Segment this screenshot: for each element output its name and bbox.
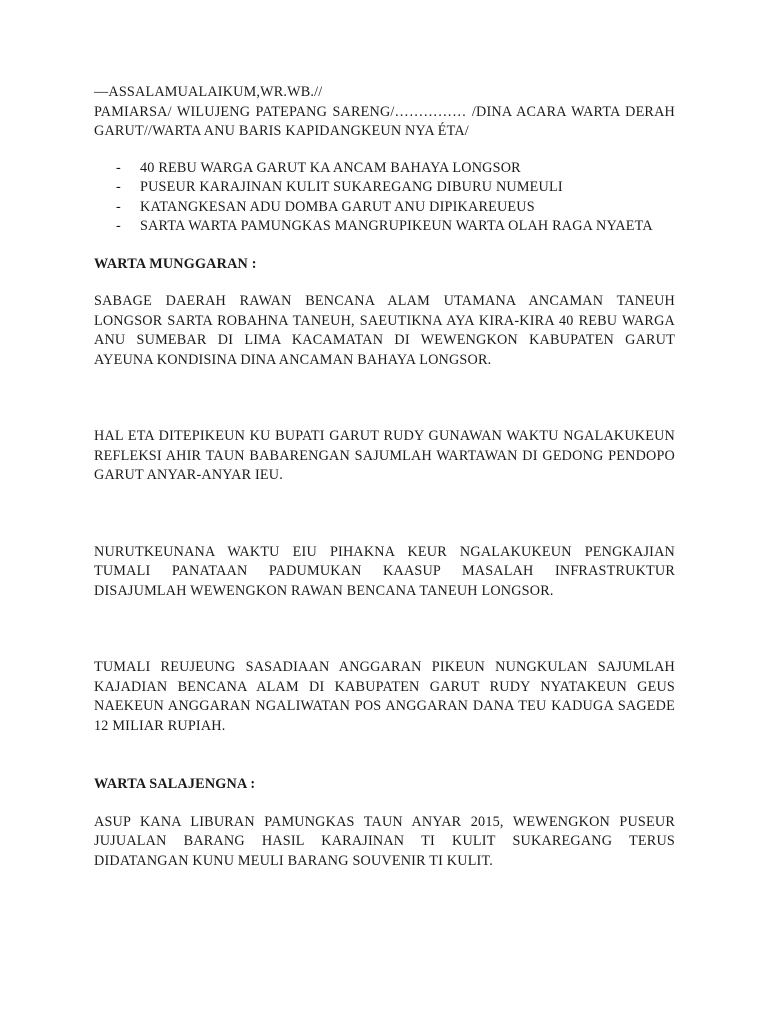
bullet-dash: - [116,218,121,234]
intro-paragraph: PAMIARSA/ WILUJENG PATEPANG SARENG/…………… /DINA ACARA WARTA DERAH GARUT//WARTA ANU BARIS KAPIDANGKEUN NYA ÉTA/ [94,103,675,139]
document-page [94,83,675,871]
section-heading-next-news: WARTA SALAJENGNA : [94,776,256,792]
greeting-line: —ASSALAMUALAIKUM,WR.WB.// [94,84,323,100]
list-item-text: PUSEUR KARAJINAN KULIT SUKAREGANG DIBURU NUMEULI [140,179,563,195]
bullet-dash: - [116,198,121,215]
list-item-text: SARTA WARTA PAMUNGKAS MANGRUPIKEUN WARTA OLAH RAGA NYAETA [140,218,653,234]
bullet-dash: - [116,159,121,176]
list-item-text: 40 REBU WARGA GARUT KA ANCAM BAHAYA LONGSOR [140,159,521,176]
list-item [94,198,675,218]
list-item [94,217,675,237]
body-paragraph: SABAGE DAERAH RAWAN BENCANA ALAM UTAMANA ANCAMAN TANEUH LONGSOR SARTA ROBAHNA TANEUH, SAEUTIKNA AYA KIRA-KIRA 40 REBU WARGA ANU SUMEBAR DI LIMA KACAMATAN DI WEWENGKON KABUPATEN GARUT AYEUNA KONDISINA DINA ANCAMAN BAHAYA LONGSOR. [94,293,675,368]
body-paragraph: ASUP KANA LIBURAN PAMUNGKAS TAUN ANYAR 2015, WEWENGKON PUSEUR JUJUALAN BARANG HASIL KARAJINAN TI KULIT SUKAREGANG TERUS DIDATANGAN KUNU MEULI BARANG SOUVENIR TI KULIT. [94,813,675,869]
body-paragraph: HAL ETA DITEPIKEUN KU BUPATI GARUT RUDY GUNAWAN WAKTU NGALAKUKEUN REFLEKSI AHIR TAUN BABARENGAN SAJUMLAH WARTAWAN DI GEDONG PENDOPO GARUT ANYAR-ANYAR IEU. [94,428,675,483]
body-paragraph: TUMALI REUJEUNG SASADIAAN ANGGARAN PIKEUN NUNGKULAN SAJUMLAH KAJADIAN BENCANA ALAM DI KABUPATEN GARUT RUDY NYATAKEUN GEUS NAEKEUN ANGGARAN NGALIWATAN POS ANGGARAN DANA TEU KADUGA SAGEDE 12 MILIAR RUPIAH. [94,659,675,734]
list-item [94,159,675,179]
section-heading-first-news: WARTA MUNGGARAN : [94,255,257,272]
headline-list [94,159,675,237]
body-paragraph: NURUTKEUNANA WAKTU EIU PIHAKNA KEUR NGALAKUKEUN PENGKAJIAN TUMALI PANATAAN PADUMUKAN KAASUP MASALAH INFRASTRUKTUR DISAJUMLAH WEWENGKON RAWAN BENCANA TANEUH LONGSOR. [94,543,675,599]
list-item-text: KATANGKESAN ADU DOMBA GARUT ANU DIPIKAREUEUS [140,198,535,215]
bullet-dash: - [116,179,121,195]
list-item [94,178,675,198]
